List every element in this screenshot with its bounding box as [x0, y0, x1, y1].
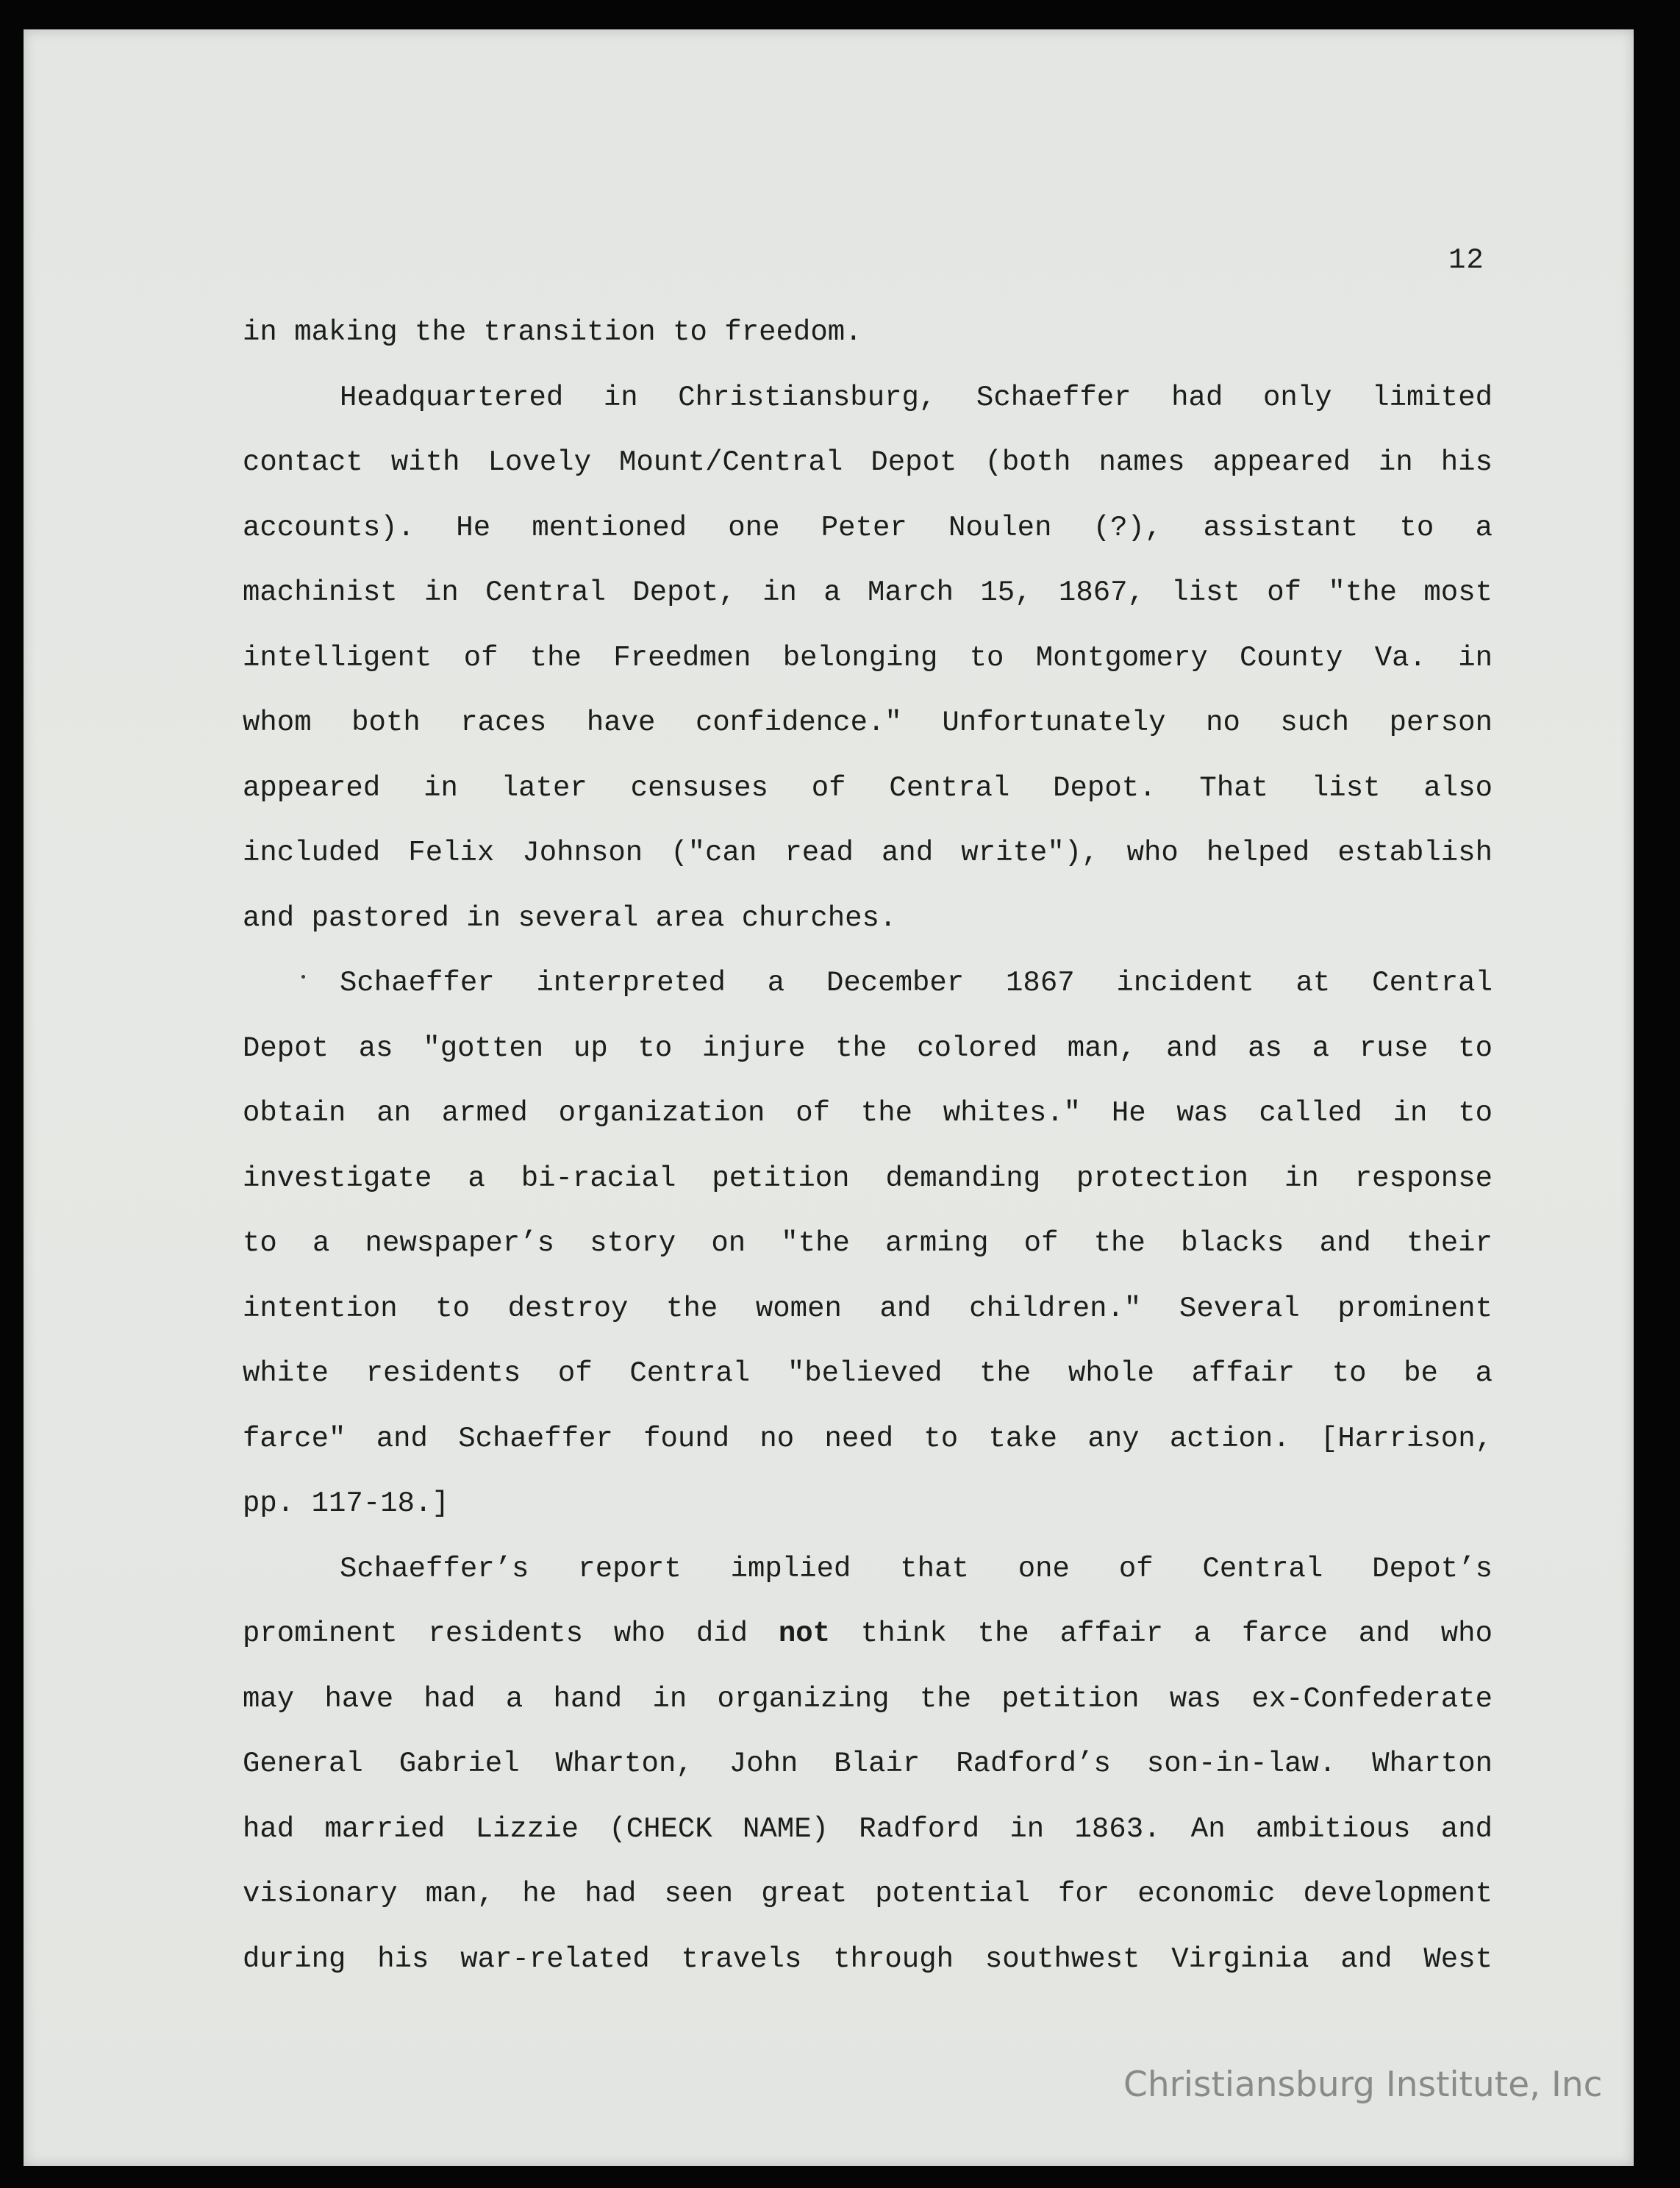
text-line: Headquartered in Christiansburg, Schaeffer had only limited: [340, 381, 1493, 414]
text-line: investigate a bi-racial petition demanding protection in response: [243, 1162, 1493, 1195]
text-line: machinist in Central Depot, in a March 15, 1867, list of "the most: [243, 576, 1493, 609]
text-line: may have had a hand in organizing the petition was ex-Confederate: [243, 1682, 1493, 1715]
text-line: to a newspaper’s story on "the arming of the blacks and their: [243, 1227, 1493, 1259]
text-line: accounts). He mentioned one Peter Noulen (?), assistant to a: [243, 511, 1493, 544]
text-line: appeared in later censuses of Central Depot. That list also: [243, 771, 1493, 804]
text-line: white residents of Central "believed the whole affair to be a: [243, 1357, 1493, 1390]
body-text: [243, 312, 1493, 2003]
text-line: visionary man, he had seen great potential for economic development: [243, 1878, 1493, 1910]
text-line: had married Lizzie (CHECK NAME) Radford in 1863. An ambitious and: [243, 1812, 1493, 1845]
text-line: whom both races have confidence." Unfortunately no such person: [243, 707, 1493, 739]
text-line: farce" and Schaeffer found no need to take any action. [Harrison,: [243, 1422, 1493, 1455]
emphasized-word: not: [778, 1617, 831, 1650]
text-line: Schaeffer’s report implied that one of Central Depot’s: [340, 1552, 1493, 1585]
text-line-with-emphasis: [243, 1613, 1493, 1678]
text-line: Schaeffer interpreted a December 1867 incident at Central: [340, 967, 1493, 999]
text-segment: prominent residents who did: [243, 1617, 779, 1650]
text-line: included Felix Johnson ("can read and write"), who helped establish: [243, 837, 1493, 869]
text-line: obtain an armed organization of the whites." He was called in to: [243, 1097, 1493, 1129]
text-line: during his war-related travels through southwest Virginia and West: [243, 1942, 1493, 1976]
text-line: pp. 117-18.]: [243, 1487, 449, 1520]
text-line: and pastored in several area churches.: [243, 901, 897, 934]
document-page: [24, 29, 1634, 2166]
text-line: General Gabriel Wharton, John Blair Radford’s son-in-law. Wharton: [243, 1748, 1493, 1780]
page-number: 12: [1448, 244, 1484, 276]
text-line: Depot as "gotten up to injure the colored man, and as a ruse to: [243, 1032, 1493, 1065]
watermark-text: Christiansburg Institute, Inc: [1123, 2064, 1603, 2105]
text-line: intention to destroy the women and children." Several prominent: [243, 1292, 1493, 1325]
text-line: in making the transition to freedom.: [243, 316, 862, 348]
text-line: intelligent of the Freedmen belonging to Montgomery County Va. in: [243, 641, 1493, 674]
text-segment: think the affair a farce and who: [830, 1617, 1493, 1650]
text-line: contact with Lovely Mount/Central Depot (both names appeared in his: [243, 446, 1493, 479]
